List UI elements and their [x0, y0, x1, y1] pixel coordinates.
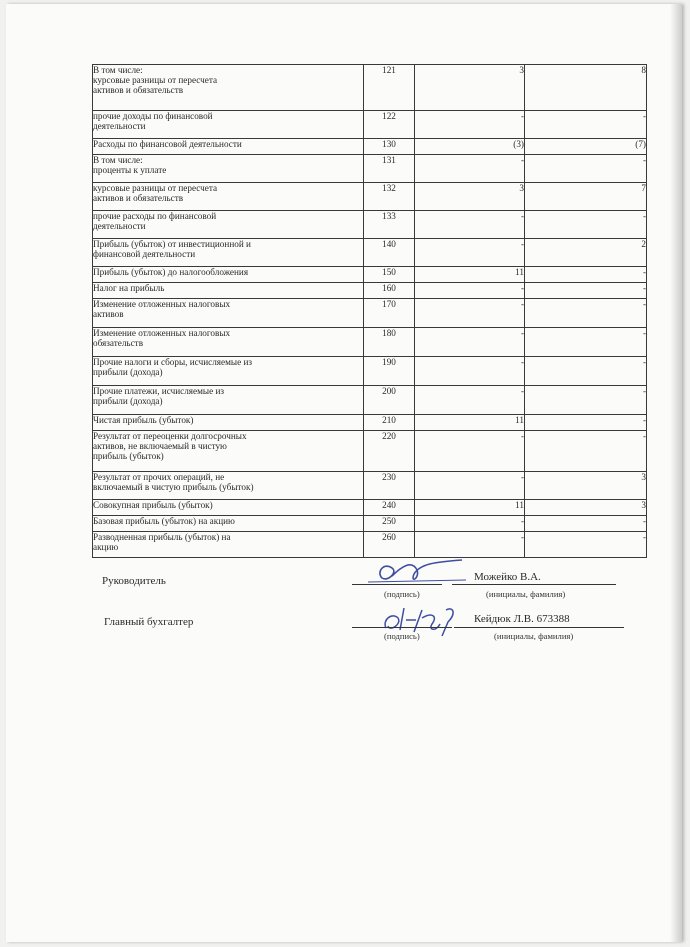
indicator-label: Совокупная прибыль (убыток)	[93, 500, 213, 510]
current-period-value-cell	[415, 415, 525, 431]
current-period-value: -	[520, 299, 524, 309]
current-period-value-cell	[415, 532, 525, 558]
table-row	[93, 155, 647, 183]
chief-sign-caption: (подпись)	[384, 631, 420, 641]
line-code: 121	[364, 65, 415, 111]
table-row	[93, 239, 647, 267]
previous-period-value: 3	[641, 472, 646, 482]
indicator-label: прочие доходы по финансовой деятельности	[93, 111, 213, 131]
table-row	[93, 532, 647, 558]
head-name-line	[452, 584, 616, 585]
chief-accountant-label: Главный бухгалтер	[104, 616, 194, 628]
table-row	[93, 299, 647, 328]
head-initials-caption: (инициалы, фамилия)	[486, 589, 566, 599]
previous-period-value: -	[642, 386, 646, 396]
line-code: 190	[364, 357, 415, 386]
current-period-value: -	[520, 239, 524, 249]
indicator-label: Расходы по финансовой деятельности	[93, 139, 242, 149]
previous-period-value-cell	[525, 532, 647, 558]
indicator-label: Прочие платежи, исчисляемые из прибыли (дохода)	[93, 386, 225, 406]
indicator-cell	[93, 65, 364, 111]
previous-period-value: 7	[641, 183, 646, 193]
table-body	[93, 65, 647, 558]
current-period-value: -	[520, 155, 524, 165]
financial-results-table	[92, 64, 647, 558]
line-code: 230	[364, 472, 415, 500]
indicator-label: Чистая прибыль (убыток)	[93, 415, 194, 425]
current-period-value: -	[520, 516, 524, 526]
previous-period-value-cell	[525, 328, 647, 357]
current-period-value: -	[520, 111, 524, 121]
previous-period-value-cell	[525, 111, 647, 139]
indicator-cell	[93, 415, 364, 431]
table-row	[93, 415, 647, 431]
current-period-value-cell	[415, 472, 525, 500]
chief-name-line	[454, 627, 624, 628]
previous-period-value-cell	[525, 516, 647, 532]
table-row	[93, 328, 647, 357]
previous-period-value-cell	[525, 239, 647, 267]
current-period-value-cell	[415, 239, 525, 267]
indicator-label: В том числе: курсовые разницы от пересчета активов и обязательств	[93, 65, 218, 95]
current-period-value: -	[520, 357, 524, 367]
indicator-label: Изменение отложенных налоговых активов	[93, 299, 231, 319]
line-code: 200	[364, 386, 415, 415]
previous-period-value-cell	[525, 431, 647, 472]
line-code: 240	[364, 500, 415, 516]
current-period-value: -	[520, 431, 524, 441]
current-period-value: -	[520, 472, 524, 482]
table-row	[93, 500, 647, 516]
indicator-cell	[93, 139, 364, 155]
indicator-cell	[93, 267, 364, 283]
line-code: 130	[364, 139, 415, 155]
table-row	[93, 111, 647, 139]
indicator-cell	[93, 472, 364, 500]
line-code: 180	[364, 328, 415, 357]
current-period-value-cell	[415, 139, 525, 155]
previous-period-value: -	[642, 357, 646, 367]
current-period-value-cell	[415, 65, 525, 111]
table-row	[93, 139, 647, 155]
table-row	[93, 65, 647, 111]
previous-period-value-cell	[525, 386, 647, 415]
line-code: 133	[364, 211, 415, 239]
previous-period-value-cell	[525, 283, 647, 299]
line-code: 170	[364, 299, 415, 328]
indicator-cell	[93, 183, 364, 211]
current-period-value: 3	[519, 65, 524, 75]
previous-period-value: -	[642, 111, 646, 121]
line-code: 150	[364, 267, 415, 283]
previous-period-value: -	[642, 415, 646, 425]
current-period-value-cell	[415, 357, 525, 386]
current-period-value-cell	[415, 386, 525, 415]
previous-period-value-cell	[525, 155, 647, 183]
current-period-value-cell	[415, 500, 525, 516]
current-period-value-cell	[415, 211, 525, 239]
table-row	[93, 183, 647, 211]
line-code: 122	[364, 111, 415, 139]
table-row	[93, 211, 647, 239]
current-period-value-cell	[415, 283, 525, 299]
table-row	[93, 267, 647, 283]
previous-period-value-cell	[525, 139, 647, 155]
indicator-cell	[93, 299, 364, 328]
current-period-value: -	[520, 532, 524, 542]
previous-period-value-cell	[525, 357, 647, 386]
chief-name: Кейдюк Л.В. 673388	[474, 613, 570, 625]
indicator-cell	[93, 328, 364, 357]
line-code: 131	[364, 155, 415, 183]
table-row	[93, 516, 647, 532]
indicator-cell	[93, 283, 364, 299]
indicator-label: Прибыль (убыток) от инвестиционной и финансовой деятельности	[93, 239, 251, 259]
indicator-label: Прочие налоги и сборы, исчисляемые из прибыли (дохода)	[93, 357, 252, 377]
indicator-label: курсовые разницы от пересчета активов и обязательств	[93, 183, 218, 203]
current-period-value: 11	[515, 415, 524, 425]
head-name: Можейко В.А.	[474, 571, 541, 583]
previous-period-value-cell	[525, 299, 647, 328]
previous-period-value: -	[642, 283, 646, 293]
line-code: 160	[364, 283, 415, 299]
previous-period-value: -	[642, 516, 646, 526]
current-period-value: -	[520, 328, 524, 338]
current-period-value-cell	[415, 111, 525, 139]
previous-period-value-cell	[525, 500, 647, 516]
previous-period-value: 3	[641, 500, 646, 510]
table-row	[93, 472, 647, 500]
line-code: 140	[364, 239, 415, 267]
current-period-value: 11	[515, 500, 524, 510]
current-period-value: 3	[519, 183, 524, 193]
indicator-cell	[93, 516, 364, 532]
line-code: 260	[364, 532, 415, 558]
current-period-value: (3)	[513, 139, 524, 149]
indicator-cell	[93, 500, 364, 516]
previous-period-value: -	[642, 299, 646, 309]
indicator-label: Налог на прибыль	[93, 283, 165, 293]
indicator-label: Базовая прибыль (убыток) на акцию	[93, 516, 235, 526]
current-period-value: -	[520, 211, 524, 221]
indicator-cell	[93, 532, 364, 558]
previous-period-value: 8	[641, 65, 646, 75]
indicator-cell	[93, 111, 364, 139]
table-row	[93, 431, 647, 472]
previous-period-value-cell	[525, 472, 647, 500]
indicator-cell	[93, 211, 364, 239]
current-period-value-cell	[415, 155, 525, 183]
indicator-cell	[93, 357, 364, 386]
current-period-value-cell	[415, 299, 525, 328]
previous-period-value: 2	[641, 239, 646, 249]
current-period-value-cell	[415, 328, 525, 357]
indicator-cell	[93, 239, 364, 267]
table-row	[93, 357, 647, 386]
current-period-value: -	[520, 283, 524, 293]
previous-period-value-cell	[525, 183, 647, 211]
previous-period-value: -	[642, 532, 646, 542]
indicator-label: прочие расходы по финансовой деятельности	[93, 211, 217, 231]
current-period-value-cell	[415, 267, 525, 283]
previous-period-value: (7)	[635, 139, 646, 149]
previous-period-value: -	[642, 267, 646, 277]
indicator-label: Результат от прочих операций, не включаемый в чистую прибыль (убыток)	[93, 472, 254, 492]
line-code: 210	[364, 415, 415, 431]
chief-sign-line	[352, 627, 452, 628]
current-period-value: -	[520, 386, 524, 396]
indicator-label: Разводненная прибыль (убыток) на акцию	[93, 532, 231, 552]
indicator-label: Изменение отложенных налоговых обязательств	[93, 328, 231, 348]
indicator-label: В том числе: проценты к уплате	[93, 155, 167, 175]
indicator-label: Результат от переоценки долгосрочных активов, не включаемый в чистую прибыль (убыток)	[93, 431, 247, 461]
indicator-cell	[93, 431, 364, 472]
indicator-cell	[93, 155, 364, 183]
previous-period-value-cell	[525, 267, 647, 283]
indicator-label: Прибыль (убыток) до налогообложения	[93, 267, 249, 277]
head-sign-caption: (подпись)	[384, 589, 420, 599]
previous-period-value: -	[642, 431, 646, 441]
previous-period-value: -	[642, 155, 646, 165]
line-code: 220	[364, 431, 415, 472]
current-period-value: 11	[515, 267, 524, 277]
chief-initials-caption: (инициалы, фамилия)	[494, 631, 574, 641]
table-row	[93, 283, 647, 299]
previous-period-value-cell	[525, 65, 647, 111]
current-period-value-cell	[415, 516, 525, 532]
indicator-cell	[93, 386, 364, 415]
previous-period-value-cell	[525, 211, 647, 239]
line-code: 250	[364, 516, 415, 532]
previous-period-value: -	[642, 211, 646, 221]
table-row	[93, 386, 647, 415]
current-period-value-cell	[415, 183, 525, 211]
document-page	[6, 4, 682, 942]
line-code: 132	[364, 183, 415, 211]
previous-period-value-cell	[525, 415, 647, 431]
head-sign-line	[352, 584, 442, 585]
current-period-value-cell	[415, 431, 525, 472]
head-label: Руководитель	[102, 575, 166, 587]
previous-period-value: -	[642, 328, 646, 338]
